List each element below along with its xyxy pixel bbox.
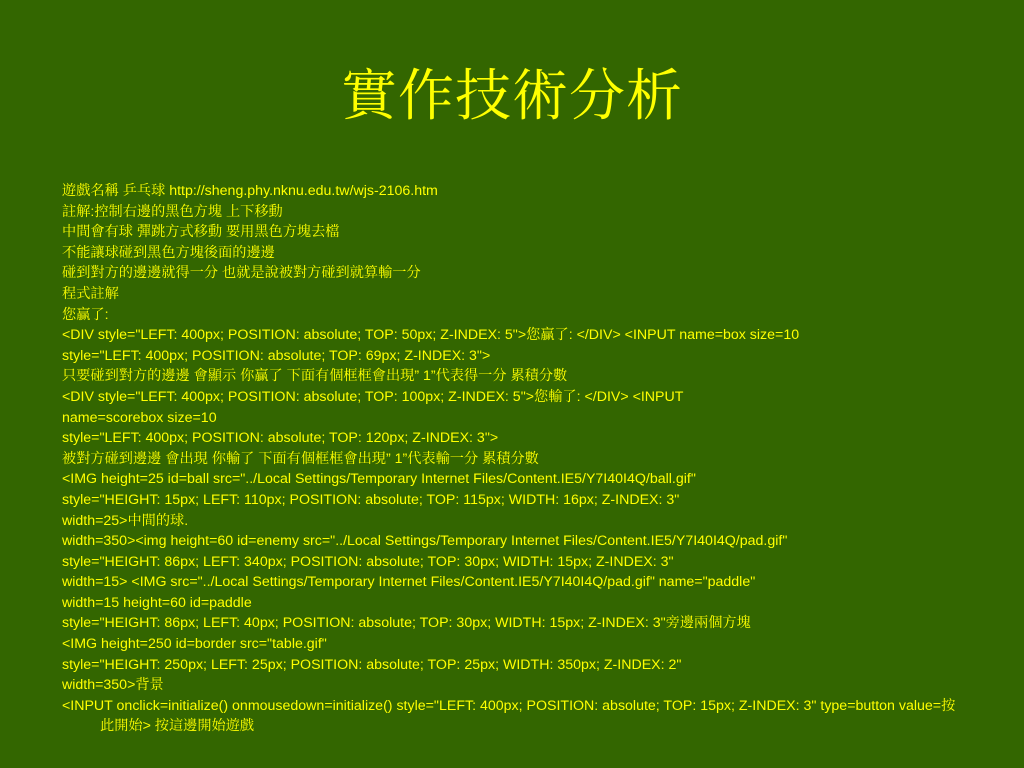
code-line: style="LEFT: 400px; POSITION: absolute; TOP: 69px; Z-INDEX: 3"> [62, 347, 491, 364]
slide-title: 實作技術分析 [341, 64, 683, 129]
text-line: 您贏了: [62, 306, 109, 323]
code-line: <DIV style="LEFT: 400px; POSITION: absolute; TOP: 50px; Z-INDEX: 5">您贏了: </DIV> <INPUT name=box size=10 [62, 327, 800, 344]
text-line: 註解:控制右邊的黑色方塊 上下移動 [62, 203, 283, 220]
code-line: <DIV style="LEFT: 400px; POSITION: absolute; TOP: 100px; Z-INDEX: 5">您輸了: </DIV> <INPUT [62, 388, 684, 405]
code-line: width=350><img height=60 id=enemy src="../Local Settings/Temporary Internet Files/Content.IE5/Y7I40I4Q/pad.gif" [62, 533, 788, 550]
code-line: width=15> <IMG src="../Local Settings/Temporary Internet Files/Content.IE5/Y7I40I4Q/pad.gif" name="paddle" [62, 574, 756, 591]
code-line: style="HEIGHT: 250px; LEFT: 25px; POSITION: absolute; TOP: 25px; WIDTH: 350px; Z-INDEX: 2" [62, 656, 682, 673]
text-line: 程式註解 [62, 285, 119, 302]
text-line: 只要碰到對方的邊邊 會顯示 你贏了 下面有個框框會出現” 1”代表得一分 累積分數 [62, 368, 568, 385]
text-line: 不能讓球碰到黑色方塊後面的邊邊 [62, 244, 275, 261]
code-line: <IMG height=250 id=border src="table.gif" [62, 636, 327, 653]
code-line: width=350>背景 [62, 677, 164, 694]
text-line: 遊戲名稱 乒乓球 http://sheng.phy.nknu.edu.tw/wjs-2106.htm [62, 183, 438, 199]
code-line: style="HEIGHT: 15px; LEFT: 110px; POSITION: absolute; TOP: 115px; WIDTH: 16px; Z-INDEX: 3" [62, 491, 680, 508]
code-line: name=scorebox size=10 [62, 409, 217, 426]
code-line: style="LEFT: 400px; POSITION: absolute; TOP: 120px; Z-INDEX: 3"> [62, 430, 499, 447]
text-line: 碰到對方的邊邊就得一分 也就是說被對方碰到就算輸一分 [62, 265, 421, 282]
code-line: <INPUT onclick=initialize() onmousedown=initialize() style="LEFT: 400px; POSITION: absolute; TOP: 15px; Z-INDEX: 3" type=button value=按此開始> 按這邊開始遊戲 [62, 697, 956, 735]
code-line: width=15 height=60 id=paddle [62, 594, 252, 611]
text-line: 中間會有球 彈跳方式移動 要用黑色方塊去檔 [62, 224, 340, 241]
code-line: width=25>中間的球. [62, 512, 189, 529]
code-line: <IMG height=25 id=ball src="../Local Settings/Temporary Internet Files/Content.IE5/Y7I40I4Q/ball.gif" [62, 471, 696, 488]
slide-body [62, 181, 962, 737]
code-line: style="HEIGHT: 86px; LEFT: 40px; POSITION: absolute; TOP: 30px; WIDTH: 15px; Z-INDEX: 3"旁邊兩個方塊 [62, 615, 751, 632]
text-line: 被對方碰到邊邊 會出現 你輸了 下面有個框框會出現” 1”代表輸一分 累積分數 [62, 450, 539, 467]
code-line: style="HEIGHT: 86px; LEFT: 340px; POSITION: absolute; TOP: 30px; WIDTH: 15px; Z-INDEX: 3" [62, 553, 674, 570]
